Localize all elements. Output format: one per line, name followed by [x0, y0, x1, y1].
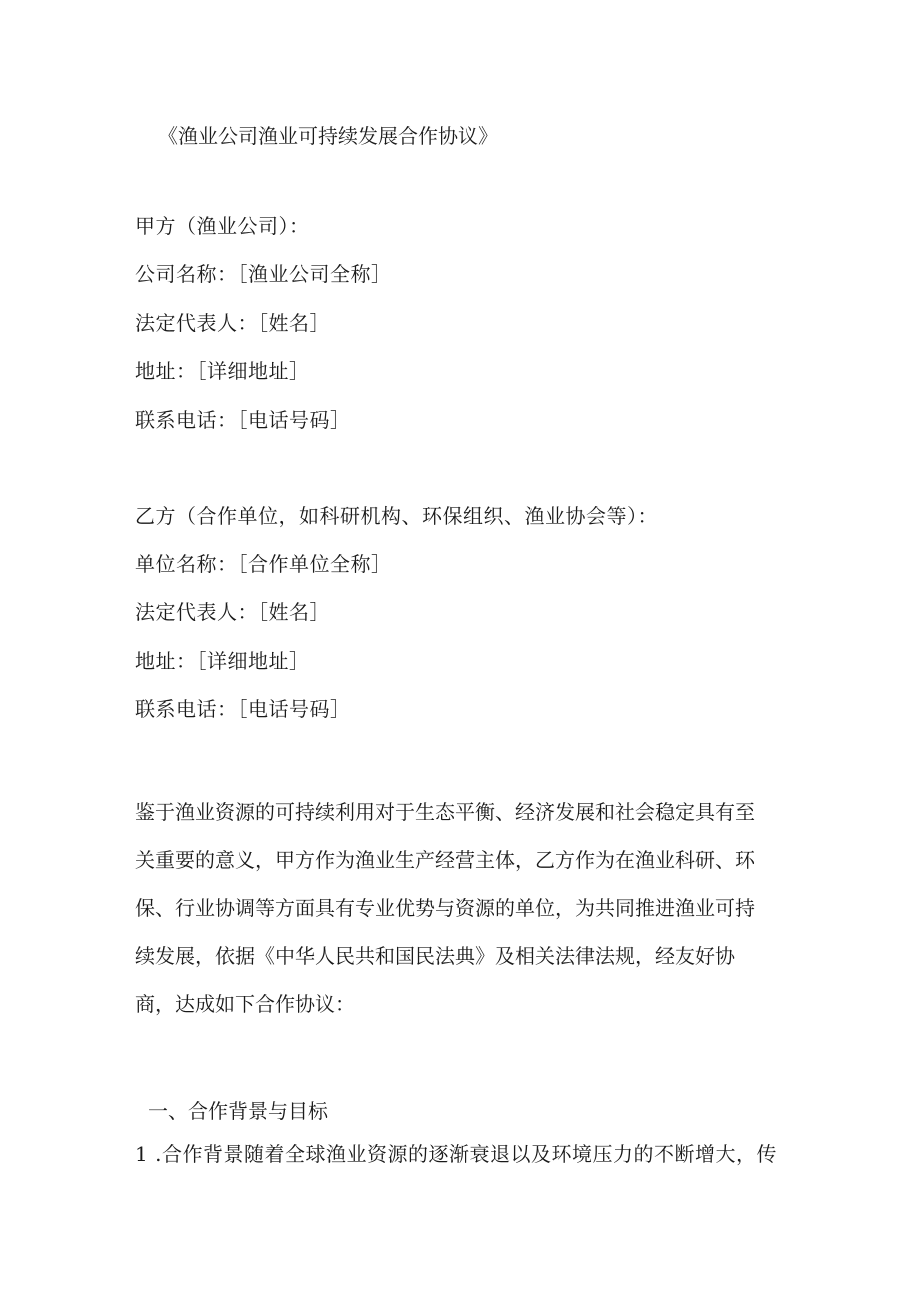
party-b-phone: 联系电话：［电话号码］ — [135, 697, 351, 721]
preamble-line: 保、行业协调等方面具有专业优势与资源的单位，为共同推进渔业可持 — [135, 896, 755, 920]
section-1-item-1: 1 .合作背景随着全球渔业资源的逐渐衰退以及环境压力的不断增大，传 — [135, 1142, 777, 1166]
preamble-line: 续发展，依据《中华人民共和国民法典》及相关法律法规，经友好协 — [135, 944, 735, 968]
preamble-line: 关重要的意义，甲方作为渔业生产经营主体，乙方作为在渔业科研、环 — [135, 848, 755, 872]
party-b-address: 地址：［详细地址］ — [135, 649, 310, 673]
party-a-phone: 联系电话：［电话号码］ — [135, 408, 351, 432]
preamble-line: 商，达成如下合作协议： — [135, 992, 355, 1016]
party-b-unit-name: 单位名称：［合作单位全称］ — [135, 552, 392, 576]
party-a-legal-rep: 法定代表人：［姓名］ — [135, 311, 330, 335]
party-a-address: 地址：［详细地址］ — [135, 359, 310, 383]
preamble-line: 鉴于渔业资源的可持续利用对于生态平衡、经济发展和社会稳定具有至 — [135, 800, 755, 824]
party-a-company-name: 公司名称：［渔业公司全称］ — [135, 262, 392, 286]
party-a-heading: 甲方（渔业公司）： — [135, 214, 310, 238]
party-b-legal-rep: 法定代表人：［姓名］ — [135, 600, 330, 624]
section-1-heading: 一、合作背景与目标 — [148, 1099, 328, 1123]
preamble-paragraph — [135, 788, 775, 1028]
document-title: 《渔业公司渔业可持续发展合作协议》 — [158, 124, 498, 148]
party-b-heading: 乙方（合作单位，如科研机构、环保组织、渔业协会等）： — [135, 504, 658, 528]
